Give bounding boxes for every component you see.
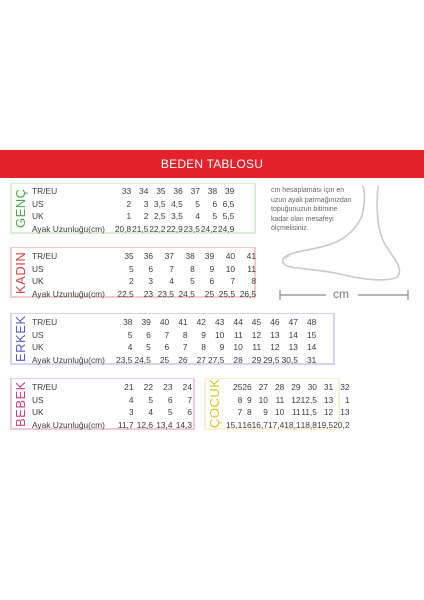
size-cell: 8 — [251, 276, 256, 287]
group-label: ÇOCUK — [207, 378, 222, 428]
note-line: uzun ayak parmağınızdan — [271, 196, 352, 204]
size-cell: 2 — [143, 211, 149, 222]
group-label: BEBEK — [13, 381, 28, 427]
size-cell: 5 — [212, 211, 218, 222]
size-cell: 19,5 — [316, 419, 334, 430]
row-label: US — [32, 198, 44, 209]
table-row — [32, 223, 234, 236]
size-cell: 32 — [340, 382, 350, 393]
size-group-kadin — [10, 247, 256, 298]
size-cell: 10 — [233, 342, 243, 353]
size-cell: 12 — [291, 394, 301, 405]
size-cell: 10 — [225, 263, 236, 274]
size-cell: 21,5 — [132, 223, 149, 234]
row-label: TR/EU — [32, 251, 58, 262]
size-cell: 7 — [187, 394, 192, 405]
size-cell: 17,4 — [267, 419, 285, 430]
size-table — [226, 381, 350, 431]
size-cell: 36 — [173, 186, 183, 197]
size-cell: 7 — [237, 407, 243, 418]
size-cell: 10 — [215, 329, 225, 340]
row-label: Ayak Uzunluğu(cm) — [32, 419, 105, 430]
size-cell: 6 — [212, 198, 218, 209]
size-cell: 14 — [288, 329, 298, 340]
size-cell: 13 — [323, 394, 334, 405]
size-cell: 30,5 — [281, 354, 298, 365]
size-group-bebek — [10, 378, 195, 430]
size-cell: 12,6 — [136, 419, 153, 430]
size-cell: 25 — [232, 382, 243, 393]
size-cell: 44 — [233, 317, 243, 328]
size-group-erkek — [10, 313, 335, 365]
size-cell: 25,5 — [218, 288, 236, 299]
size-cell: 9 — [201, 329, 206, 340]
size-cell: 2 — [126, 198, 132, 209]
size-cell: 38 — [185, 251, 195, 262]
row-label: UK — [32, 407, 44, 418]
size-cell: 4 — [128, 394, 134, 405]
size-cell: 7 — [230, 276, 236, 287]
size-cell: 10 — [274, 407, 285, 418]
size-cell: 25 — [159, 354, 170, 365]
size-cell: 35 — [124, 251, 134, 262]
size-cell: 4 — [195, 211, 200, 222]
size-cell: 18,1 — [284, 419, 301, 430]
size-cell: 45 — [251, 317, 262, 328]
size-cell: 27,5 — [208, 354, 225, 365]
row-label: UK — [32, 276, 44, 287]
row-label: TR/EU — [32, 317, 58, 328]
size-cell: 41 — [178, 317, 188, 328]
size-cell: 12 — [251, 329, 262, 340]
size-cell: 8 — [182, 329, 188, 340]
size-cell: 5,5 — [222, 211, 235, 222]
size-cell: 8 — [246, 407, 252, 418]
group-label: GENÇ — [13, 188, 28, 229]
group-label: KADIN — [13, 251, 28, 294]
table-row — [32, 406, 192, 419]
row-label: Ayak Uzunluğu(cm) — [32, 223, 105, 234]
table-row — [32, 381, 192, 394]
size-cell: 5 — [148, 394, 153, 405]
size-cell: 11 — [234, 329, 243, 340]
size-cell: 26 — [242, 382, 252, 393]
size-cell: 16 — [242, 419, 252, 430]
size-cell: 12 — [270, 342, 280, 353]
size-cell: 5 — [195, 198, 200, 209]
size-cell: 40 — [159, 317, 170, 328]
row-label: TR/EU — [32, 186, 58, 197]
size-cell: 13 — [270, 329, 280, 340]
size-cell: 3 — [128, 407, 134, 418]
size-cell: 31 — [306, 354, 317, 365]
table-row — [32, 198, 234, 211]
size-table — [32, 185, 234, 235]
size-cell: 6 — [209, 276, 215, 287]
size-cell: 29 — [291, 382, 301, 393]
size-cell: 20,2 — [333, 419, 350, 430]
size-cell: 16,7 — [251, 419, 268, 430]
size-cell: 21 — [124, 382, 134, 393]
row-label: UK — [32, 342, 44, 353]
size-cell: 29 — [251, 354, 262, 365]
size-cell: 23 — [143, 288, 154, 299]
row-label: UK — [32, 211, 44, 222]
table-row — [32, 394, 192, 407]
size-cell: 43 — [215, 317, 225, 328]
size-cell: 9 — [263, 407, 268, 418]
size-cell: 5 — [190, 276, 195, 287]
note-line: kadar olan mesafeyi — [271, 215, 334, 223]
size-cell: 27 — [258, 382, 268, 393]
size-cell: 40 — [225, 251, 236, 262]
row-label: Ayak Uzunluğu(cm) — [32, 288, 105, 299]
size-cell: 38 — [207, 186, 218, 197]
size-cell: 48 — [306, 317, 317, 328]
size-cell: 37 — [164, 251, 174, 262]
table-row — [226, 406, 350, 419]
size-cell: 8 — [237, 394, 243, 405]
size-cell: 3 — [148, 276, 154, 287]
size-cell: 12,5 — [300, 394, 317, 405]
size-cell: 5 — [127, 329, 133, 340]
size-cell: 39 — [141, 317, 151, 328]
size-cell: 1 — [344, 394, 350, 405]
size-table — [32, 316, 316, 366]
size-cell: 47 — [288, 317, 298, 328]
table-row — [32, 329, 316, 342]
note-line: topuğunuzun bitimine — [271, 206, 338, 214]
size-cell: 14,3 — [175, 419, 192, 430]
size-cell: 1 — [126, 211, 132, 222]
table-row — [226, 394, 350, 407]
size-cell: 5 — [167, 407, 173, 418]
size-cell: 9 — [209, 263, 215, 274]
table-row — [32, 288, 256, 301]
size-cell: 4,5 — [171, 198, 183, 209]
size-cell: 22,2 — [149, 223, 166, 234]
size-cell: 39 — [224, 186, 235, 197]
size-cell: 8 — [201, 342, 206, 353]
size-cell: 11,7 — [117, 419, 134, 430]
size-table — [32, 250, 256, 300]
size-cell: 20,8 — [114, 223, 132, 234]
size-cell: 15 — [306, 329, 317, 340]
row-label: TR/EU — [32, 382, 58, 393]
size-cell: 36 — [143, 251, 154, 262]
table-row — [226, 419, 350, 432]
size-cell: 42 — [196, 317, 206, 328]
size-cell: 13 — [288, 342, 298, 353]
size-cell: 23 — [163, 382, 173, 393]
size-cell: 8 — [190, 263, 195, 274]
row-label: US — [32, 329, 44, 340]
size-cell: 11 — [275, 394, 285, 405]
ruler-unit-label: cm — [333, 287, 349, 301]
page-title: BEDEN TABLOSU — [160, 157, 264, 171]
size-cell: 26 — [178, 354, 188, 365]
size-cell: 2 — [129, 276, 134, 287]
size-cell: 7 — [164, 329, 170, 340]
size-cell: 12 — [323, 407, 334, 418]
size-cell: 11,5 — [301, 407, 317, 418]
table-row — [32, 185, 234, 198]
size-cell: 3 — [143, 198, 149, 209]
size-cell: 13,4 — [156, 419, 173, 430]
size-cell: 23,5 — [157, 288, 174, 299]
size-cell: 41 — [246, 251, 256, 262]
size-cell: 35 — [156, 186, 166, 197]
size-cell: 24,5 — [178, 288, 195, 299]
row-label: Ayak Uzunluğu(cm) — [32, 354, 105, 365]
table-row — [32, 210, 234, 223]
size-cell: 22,5 — [117, 288, 134, 299]
size-cell: 2,5 — [153, 211, 166, 222]
size-cell: 5 — [129, 263, 134, 274]
size-cell: 6 — [148, 263, 154, 274]
size-cell: 4 — [148, 407, 153, 418]
foot-icon — [265, 180, 415, 290]
note-line: cm hesaplaması için en — [271, 187, 345, 194]
size-cell: 34 — [139, 186, 149, 197]
size-cell: 7 — [169, 263, 174, 274]
size-cell: 4 — [169, 276, 174, 287]
size-cell: 39 — [204, 251, 215, 262]
size-cell: 46 — [270, 317, 280, 328]
size-cell: 11 — [247, 263, 256, 274]
size-cell: 23,5 — [183, 223, 200, 234]
size-group-cocuk — [204, 378, 350, 430]
size-cell: 5 — [146, 342, 151, 353]
size-cell: 37 — [190, 186, 200, 197]
size-cell: 22 — [143, 382, 153, 393]
size-cell: 4 — [127, 342, 133, 353]
table-row — [32, 275, 256, 288]
row-label: US — [32, 394, 44, 405]
size-cell: 28 — [274, 382, 285, 393]
size-cell: 6 — [187, 407, 192, 418]
size-cell: 24,2 — [200, 223, 218, 234]
size-cell: 23,5 — [116, 354, 133, 365]
size-cell: 31 — [323, 382, 334, 393]
size-cell: 6 — [167, 394, 173, 405]
size-cell: 38 — [123, 317, 133, 328]
note-line: ölçmelisiniz. — [271, 225, 309, 233]
size-cell: 33 — [121, 186, 132, 197]
table-row — [32, 419, 192, 432]
size-cell: 22,9 — [166, 223, 183, 234]
size-cell: 3,5 — [171, 211, 183, 222]
size-cell: 9 — [246, 394, 252, 405]
table-row — [226, 381, 350, 394]
size-cell: 24,9 — [218, 223, 235, 234]
table-row — [32, 316, 316, 329]
size-cell: 28 — [233, 354, 243, 365]
size-cell: 3,5 — [153, 198, 166, 209]
size-cell: 15,1 — [226, 419, 243, 430]
size-cell: 6,5 — [222, 198, 235, 209]
table-row — [32, 250, 256, 263]
size-table — [32, 381, 192, 431]
size-cell: 11 — [291, 407, 301, 418]
size-cell: 13 — [340, 407, 350, 418]
size-cell: 14 — [306, 342, 317, 353]
row-label: US — [32, 263, 44, 274]
size-cell: 18,8 — [300, 419, 317, 430]
size-cell: 24 — [182, 382, 192, 393]
size-cell: 30 — [307, 382, 317, 393]
size-cell: 26,5 — [239, 288, 256, 299]
size-cell: 6 — [164, 342, 170, 353]
size-cell: 25 — [204, 288, 215, 299]
group-label: ERKEK — [13, 315, 28, 363]
size-cell: 11 — [252, 342, 262, 353]
size-cell: 27 — [196, 354, 206, 365]
size-cell: 6 — [146, 329, 151, 340]
table-row — [32, 341, 316, 354]
size-cell: 24,5 — [134, 354, 151, 365]
size-cell: 29,5 — [263, 354, 280, 365]
size-cell: 10 — [258, 394, 268, 405]
size-cell: 9 — [219, 342, 225, 353]
size-group-genc — [10, 183, 256, 234]
table-row — [32, 263, 256, 276]
table-row — [32, 354, 316, 367]
size-cell: 7 — [182, 342, 188, 353]
